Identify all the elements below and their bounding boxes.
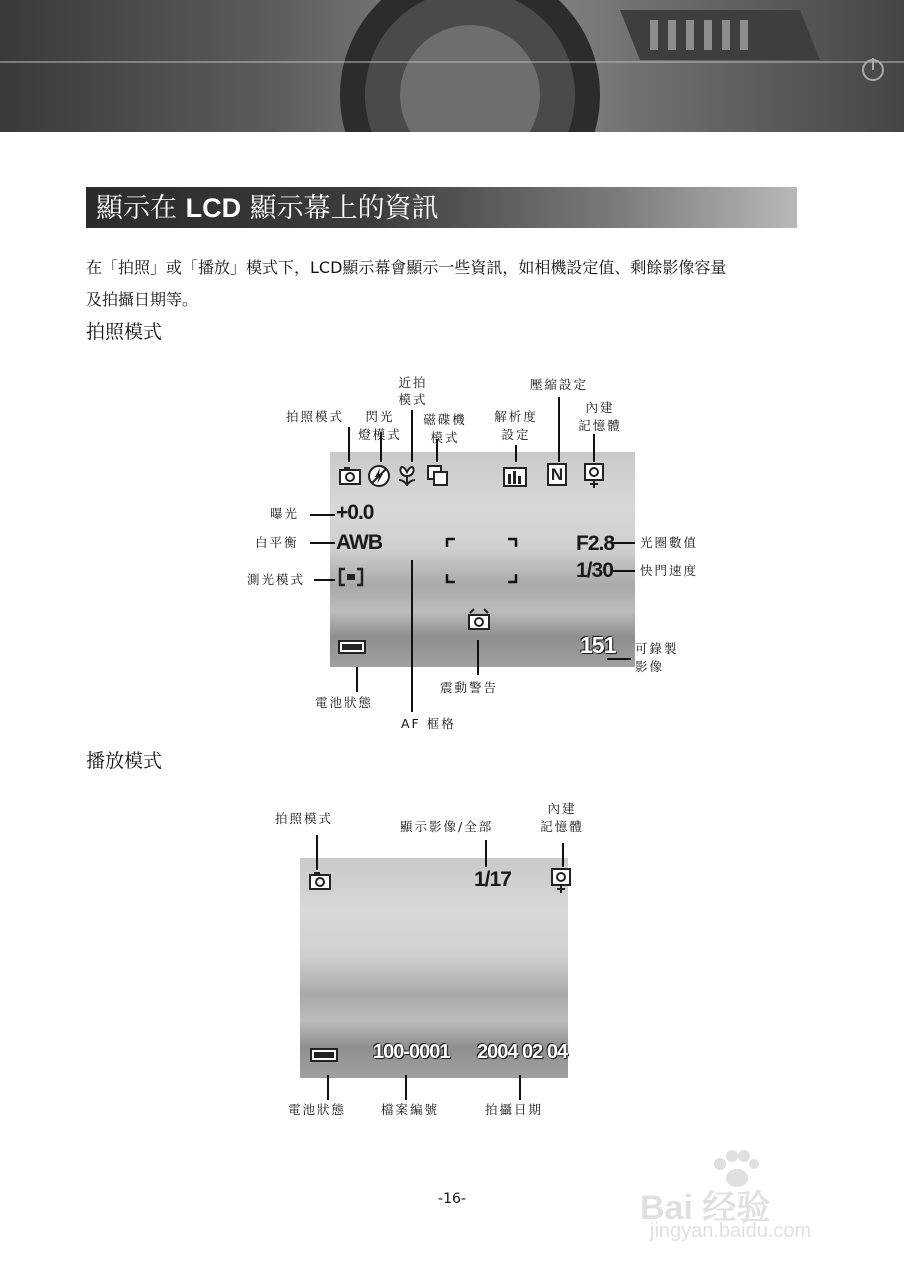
label-memory-1: 內建 [585,400,615,415]
playback-mode-heading: 播放模式 [86,750,163,772]
playback-diagram [265,795,605,1125]
section-title-lcd: LCD [185,193,242,223]
baidu-watermark [640,1150,890,1250]
intro-line-2: 及拍攝日期等。 [86,290,199,309]
label-compression: 壓縮設定 [529,377,588,392]
exposure-value: +0.0 [336,501,374,524]
label-shake: 震動警告 [440,680,499,695]
label-battery: 電池狀態 [288,1102,347,1117]
compression-badge: N [547,463,567,486]
label-file-number: 檔案編號 [381,1102,440,1117]
file-number-value: 100-0001 [373,1041,450,1063]
label-macro-1: 近拍 [398,375,428,390]
label-metering: 測光模式 [247,572,306,587]
white-balance-value: AWB [336,531,382,554]
baidu-watermark-brand: Bai 经验 [640,1189,771,1227]
label-disk-1: 磁碟機 [423,412,467,427]
label-disk-2: 模式 [430,430,460,445]
label-image-count: 顯示影像/全部 [400,819,494,834]
shots-remaining-value: 151 [580,632,616,658]
header-banner [0,0,904,132]
section-title-part: 顯示在 [96,193,186,224]
label-memory-2: 記憶體 [578,418,622,433]
intro-line-1: 在「拍照」或「播放」模式下，LCD顯示幕會顯示一些資訊，如相機設定值、剩餘影像容量 [86,258,727,277]
date-value: 2004 02 04 [477,1041,568,1063]
label-macro-2: 模式 [398,392,428,407]
label-flash-1: 閃光 [365,409,395,424]
label-memory-2: 記憶體 [540,819,584,834]
section-title-part: 顯示幕上的資訊 [241,193,439,224]
shutter-value: 1/30 [576,559,613,582]
label-resolution-1: 解析度 [494,409,538,424]
label-shutter: 快門速度 [640,563,699,578]
aperture-value: F2.8 [576,532,615,555]
label-exposure: 曝光 [270,506,300,521]
label-resolution-2: 設定 [501,427,531,442]
label-memory-1: 內建 [547,801,577,816]
label-shoot-mode: 拍照模式 [275,811,334,826]
image-count-value: 1/17 [474,868,511,891]
page-number: -16- [438,1191,466,1207]
label-shoot-mode: 拍照模式 [286,409,345,424]
label-shots-1: 可錄製 [635,641,679,656]
label-shots-2: 影像 [635,659,665,674]
playback-leader-lines [265,795,605,1125]
label-af-frame: AF 框格 [401,716,456,731]
label-aperture: 光圈數值 [640,535,699,550]
baidu-watermark-url: jingyan.baidu.com [650,1220,812,1242]
label-flash-2: 燈模式 [358,427,402,442]
label-date: 拍攝日期 [485,1102,544,1117]
label-white-balance: 白平衡 [255,535,299,550]
capture-mode-heading: 拍照模式 [86,321,163,343]
label-battery: 電池狀態 [315,695,374,710]
section-title [96,191,439,226]
camera-banner-image [0,0,904,132]
capture-diagram [205,357,705,737]
